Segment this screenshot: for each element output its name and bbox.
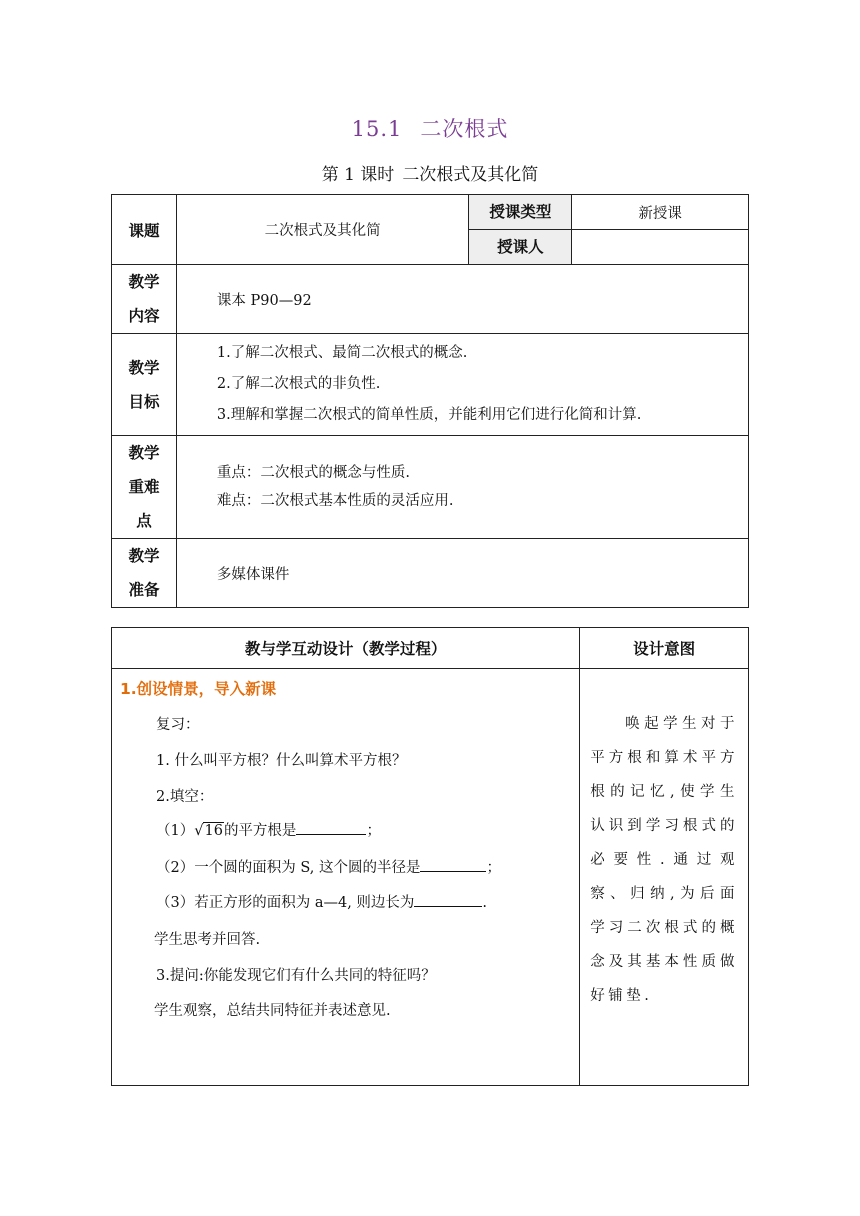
goal-item: 3.理解和掌握二次根式的简单性质，并能利用它们进行化简和计算. bbox=[216, 407, 642, 423]
goals-label bbox=[112, 334, 177, 436]
student-observe: 学生观察，总结共同特征并表述意见. bbox=[154, 1003, 391, 1019]
fill-blank-3 bbox=[156, 891, 487, 912]
content-value: 课本 P90—92 bbox=[176, 265, 748, 334]
goals-label-line1: 教学 bbox=[128, 358, 160, 377]
goals-list bbox=[176, 334, 748, 436]
design-intent bbox=[580, 669, 749, 1086]
content-label-line2: 内容 bbox=[128, 307, 160, 325]
difficulty-label-line1: 教学 bbox=[128, 444, 160, 462]
review-label: 复习： bbox=[156, 717, 200, 733]
intent-text: 唤起学生对于平方根和算术平方根的记忆,使学生认识到学习根式的必要性.通过观察、归纳,为后面学习二次根式的概念及其基本性质做好铺垫. bbox=[590, 716, 738, 1004]
process-table bbox=[111, 627, 749, 1086]
prep-value: 多媒体课件 bbox=[176, 539, 748, 608]
lesson-number: 第 1 课时 bbox=[321, 165, 395, 185]
sqrt-symbol: √16 bbox=[194, 823, 223, 839]
answer-blank bbox=[420, 857, 486, 872]
difficulty-label bbox=[112, 436, 177, 539]
fill-1-text: 的平方根是 bbox=[223, 823, 297, 839]
section-number: 15.1 bbox=[351, 117, 403, 141]
fill-1-prefix: （1） bbox=[156, 823, 195, 839]
content-label bbox=[112, 265, 177, 334]
goal-item: 2.了解二次根式的非负性. bbox=[216, 376, 381, 392]
teacher-value bbox=[572, 230, 749, 265]
content-label-line1: 教学 bbox=[128, 273, 160, 291]
lesson-subtitle bbox=[0, 160, 860, 185]
section-heading: 1.创设情景，导入新课 bbox=[120, 680, 277, 698]
question-2: 2.填空： bbox=[156, 789, 214, 805]
fill-2-end: ； bbox=[486, 860, 501, 876]
section-title bbox=[0, 113, 860, 143]
key-point-item: 难点：二次根式基本性质的灵活应用. bbox=[216, 493, 454, 509]
type-label: 授课类型 bbox=[469, 195, 572, 230]
fill-1-end: ； bbox=[366, 823, 381, 839]
radicand: 16 bbox=[204, 823, 223, 839]
section-name: 二次根式 bbox=[420, 117, 509, 141]
type-value: 新授课 bbox=[572, 195, 749, 230]
key-points bbox=[176, 436, 748, 539]
goals-label-line2: 目标 bbox=[128, 392, 160, 411]
key-point-item: 重点：二次根式的概念与性质. bbox=[216, 465, 411, 481]
answer-blank bbox=[296, 820, 366, 835]
intent-header: 设计意图 bbox=[580, 628, 749, 669]
fill-3-text: （3）若正方形的面积为 a—4, 则边长为 bbox=[156, 895, 415, 911]
prep-label-line2: 准备 bbox=[128, 581, 160, 599]
question-1: 1. 什么叫平方根？什么叫算术平方根？ bbox=[156, 753, 407, 769]
difficulty-label-line3: 点 bbox=[136, 512, 152, 530]
topic-label: 课题 bbox=[112, 195, 177, 265]
fill-2-text: （2）一个圆的面积为 S, 这个圆的半径是 bbox=[156, 860, 421, 876]
prep-label bbox=[112, 539, 177, 608]
student-answer: 学生思考并回答. bbox=[154, 932, 261, 948]
fill-blank-2 bbox=[156, 856, 501, 877]
question-3: 3.提问:你能发现它们有什么共同的特征吗？ bbox=[156, 968, 436, 984]
topic-value: 二次根式及其化简 bbox=[176, 195, 469, 265]
process-content bbox=[112, 669, 580, 1086]
fill-3-end: . bbox=[482, 895, 488, 911]
lesson-info-table bbox=[111, 194, 749, 608]
teacher-label: 授课人 bbox=[469, 230, 572, 265]
difficulty-label-line2: 重难 bbox=[128, 478, 160, 496]
lesson-title: 二次根式及其化简 bbox=[402, 165, 539, 185]
answer-blank bbox=[414, 892, 482, 907]
fill-blank-1 bbox=[156, 819, 381, 840]
process-header: 教与学互动设计（教学过程） bbox=[112, 628, 580, 669]
prep-label-line1: 教学 bbox=[128, 547, 160, 565]
goal-item: 1.了解二次根式、最简二次根式的概念. bbox=[216, 345, 468, 361]
